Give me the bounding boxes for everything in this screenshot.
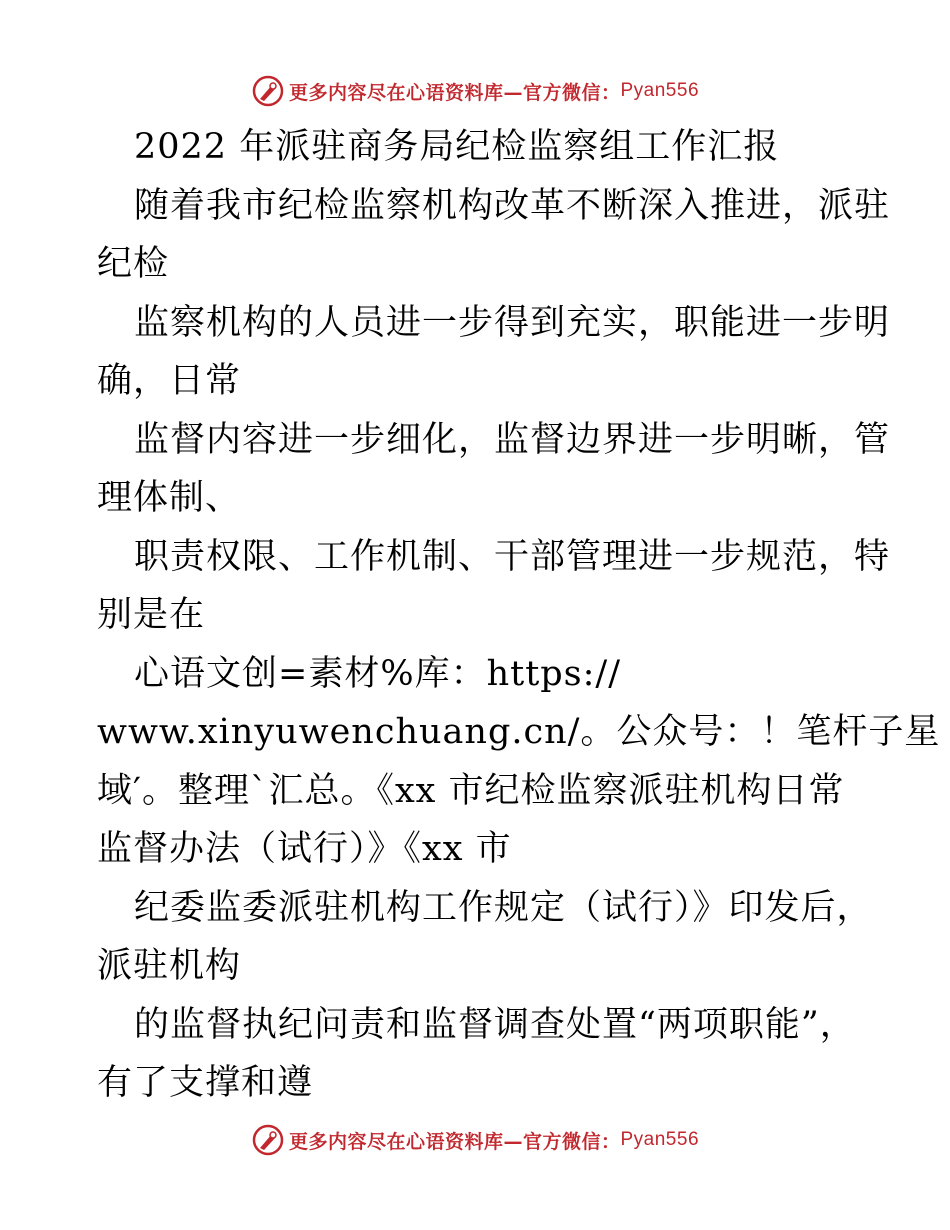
paragraph-line: www.xinyuwenchuang.cn/。公众号：！笔杆子星 [97, 712, 941, 752]
watermark-text: 更多内容尽在心语资料库—官方微信： [288, 1130, 621, 1153]
document-title: 2022 年派驻商务局纪检监察组工作汇报 [134, 127, 780, 167]
paragraph-line: 心语文创=素材%库：https:// [134, 654, 621, 694]
paragraph-line: 职责权限、工作机制、干部管理进一步规范，特 [134, 537, 891, 577]
watermark-footer [0, 1120, 950, 1160]
paragraph-line: 理体制、 [97, 478, 242, 518]
paragraph-line: 的监督执纪问责和监督调查处置“两项职能”， [134, 1005, 856, 1045]
paragraph-line: 纪委监委派驻机构工作规定（试行）》印发后， [134, 888, 873, 928]
watermark-wechat-id: Pyan556 [620, 80, 700, 101]
pen-logo-icon [251, 74, 285, 108]
paragraph-line: 纪检 [97, 244, 170, 284]
paragraph-line: 随着我市纪检监察机构改革不断深入推进，派驻 [134, 186, 891, 226]
watermark-header [0, 71, 950, 111]
paragraph-line: 有了支撑和遵 [97, 1063, 314, 1103]
paragraph-line: 确，日常 [97, 361, 242, 401]
paragraph-line: 监督办法（试行）》《xx 市 [97, 829, 512, 869]
paragraph-line: 监察机构的人员进一步得到充实，职能进一步明 [134, 303, 891, 343]
paragraph-line: 监督内容进一步细化，监督边界进一步明晰，管 [134, 420, 891, 460]
paragraph-line: 派驻机构 [97, 946, 242, 986]
watermark-wechat-id: Pyan556 [620, 1129, 700, 1150]
pen-logo-icon [251, 1123, 285, 1157]
watermark-text: 更多内容尽在心语资料库—官方微信： [288, 81, 621, 104]
paragraph-line: 域′。整理`汇总。《xx 市纪检监察派驻机构日常 [97, 771, 845, 811]
paragraph-line: 别是在 [97, 595, 206, 635]
